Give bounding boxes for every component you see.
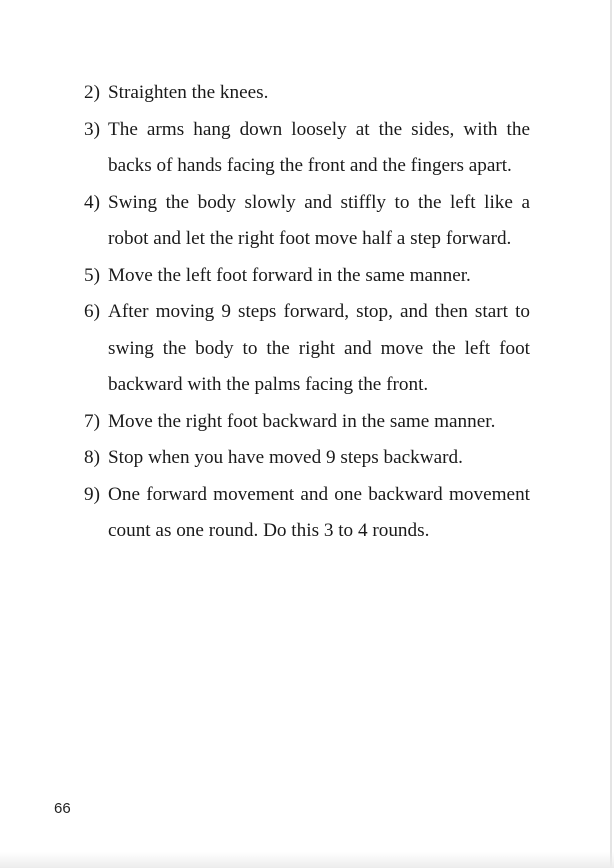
list-item-number: 8) <box>84 447 100 468</box>
page-number: 66 <box>54 800 71 817</box>
list-item-text: Move the left foot forward in the same manner. <box>108 264 471 286</box>
list-item-number: 6) <box>84 301 100 322</box>
list-item-number: 2) <box>84 82 100 103</box>
list-item-number: 7) <box>84 410 100 432</box>
list-item <box>84 258 530 295</box>
list-item-number: 3) <box>84 118 100 140</box>
list-item <box>84 440 530 477</box>
list-item-number: 9) <box>84 483 100 505</box>
list-item-text: The arms hang down loosely at the sides, with the backs of hands facing the front and the fingers apart. <box>108 118 530 176</box>
list-item-text: Straighten the knees. <box>108 82 269 103</box>
list-item <box>84 75 530 112</box>
list-item-text: One forward movement and one backward movement count as one round. Do this 3 to 4 rounds. <box>108 483 530 541</box>
list-item <box>84 185 530 258</box>
list-item-text: Swing the body slowly and stiffly to the left like a robot and let the right foot move half a step forward. <box>108 191 530 249</box>
list-item-text: After moving 9 steps forward, stop, and then start to swing the body to the right and move the left foot backward with the palms facing the front. <box>108 301 530 395</box>
list-item-text: Move the right foot backward in the same manner. <box>108 410 496 432</box>
list-item <box>84 404 530 441</box>
list-item-number: 4) <box>84 191 100 213</box>
list-item-number: 5) <box>84 264 100 286</box>
instruction-list <box>84 75 530 550</box>
page-bottom-shadow <box>0 852 614 868</box>
list-item <box>84 294 530 404</box>
list-item <box>84 112 530 185</box>
list-item <box>84 477 530 550</box>
list-item-text: Stop when you have moved 9 steps backward. <box>108 447 463 468</box>
